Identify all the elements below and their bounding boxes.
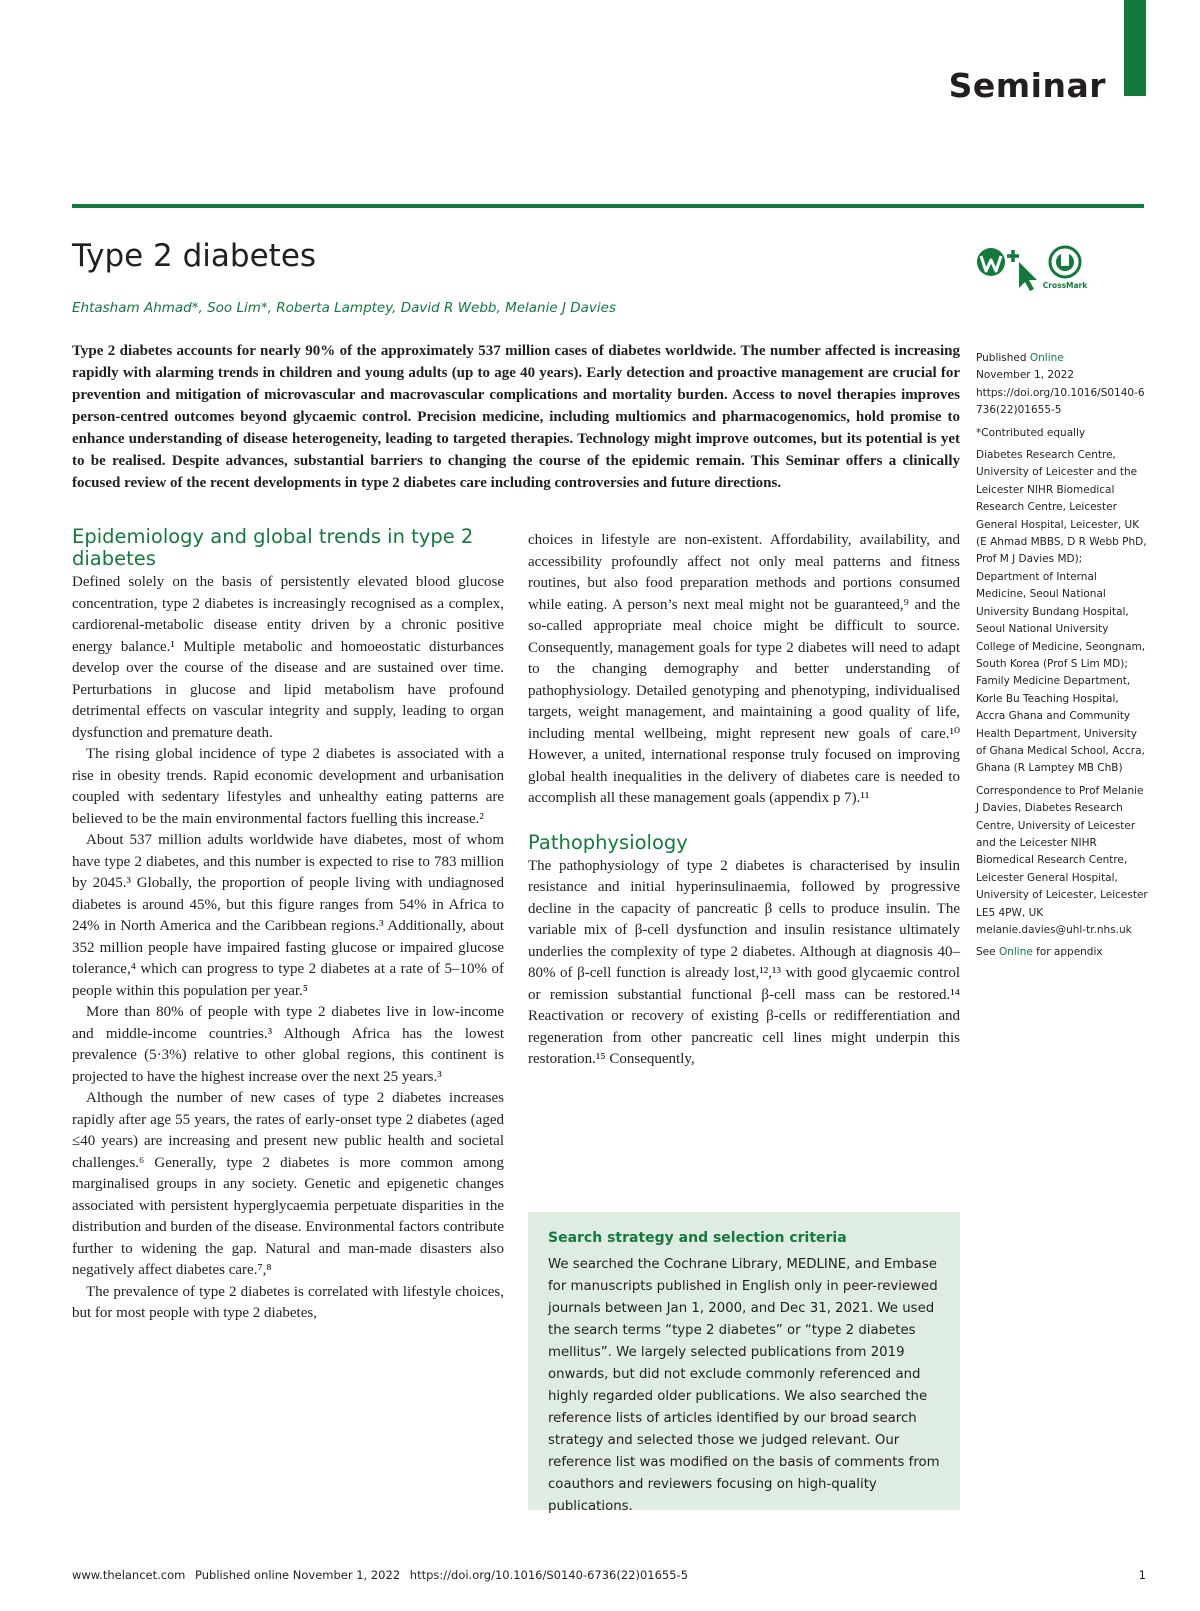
correspondence-text: Correspondence to Prof Melanie J Davies, Diabetes Research Centre, University of Leicester and the Leicester NIHR Biomedical Research Centre, Leicester General Hospital, University of Leicester, Leicester LE5 4PW, UK bbox=[976, 784, 1148, 919]
paragraph: Defined solely on the basis of persistently elevated blood glucose concentration, type 2 diabetes is increasingly recognised as a complex, cardiorenal-metabolic disease entity driven by a chronic positive energy balance.¹ Multiple metabolic and homoeostatic disturbances develop over the course of the disease and are sustained over time. Perturbations in glucose and lipid metabolism have profound detrimental effects on vascular integrity and supply, leading to organ dysfunction and premature death. bbox=[72, 574, 504, 741]
page-footer bbox=[72, 1568, 694, 1582]
footer-published: Published online November 1, 2022 bbox=[195, 1568, 401, 1582]
doi-link[interactable]: https://doi.org/10.1016/S0140-6736(22)01655-5 bbox=[976, 386, 1145, 417]
crossmark-label: CrossMark bbox=[1042, 281, 1088, 290]
heading-pathophysiology: Pathophysiology bbox=[528, 830, 688, 854]
paragraph: More than 80% of people with type 2 diabetes live in low-income and middle-income countries.³ Although Africa has the lowest prevalence (5·3%) relative to other global regions, this continent is projected to have the highest increase over the next 25 years.³ bbox=[72, 1004, 504, 1085]
paragraph: Although the number of new cases of type 2 diabetes increases rapidly after age 55 years, the rates of early-onset type 2 diabetes (aged ≤40 years) are increasing and present new public health and societal challenges.⁶ Generally, type 2 diabetes is more common among marginalised groups in any society. Genetic and epigenetic changes associated with persistent hyperglycaemia perpetuate disparities in the distribution and burden of the disease. Environmental factors contribute further to widening the gap. Natural and man-made disasters also negatively affect diabetes care.⁷,⁸ bbox=[72, 1090, 504, 1278]
paragraph: choices in lifestyle are non-existent. Affordability, availability, and accessibility profoundly affect not only meal patterns and fitness routines, but also food preparation methods and portions consumed while eating. A person’s next meal might not be guaranteed,⁹ and the so-called appropriate meal choice might be difficult to source. Consequently, management goals for type 2 diabetes will need to adapt to the changing demography and better understanding of pathophysiology. Detailed genotyping and phenotyping, individualised targets, weight management, and maintaining a good quality of life, including mental wellbeing, might represent new goals of care.¹⁰ However, a united, international response truly focused on improving global health inequalities in the delivery of diabetes care is needed to accomplish all these management goals (appendix p 7).¹¹ bbox=[528, 532, 960, 806]
section-label: Seminar bbox=[948, 66, 1106, 105]
affiliations: Diabetes Research Centre, University of Leicester and the Leicester NIHR Biomedical Research Centre, Leicester General Hospital, Leicester, UK (E Ahmad MBBS, D R Webb PhD, Prof M J Davies MD); Department of Internal Medicine, Seoul National University Bundang Hospital, Seoul National University College of Medicine, Seongnam, South Korea (Prof S Lim MD); Family Medicine Department, Korle Bu Teaching Hospital, Accra Ghana and Community Health Department, University of Ghana Medical School, Accra, Ghana (R Lamptey MB ChB) bbox=[976, 449, 1147, 775]
published-date: November 1, 2022 bbox=[976, 369, 1075, 382]
search-strategy-title: Search strategy and selection criteria bbox=[548, 1230, 847, 1246]
open-access-icon[interactable] bbox=[977, 248, 1005, 276]
author-list[interactable]: Ehtasham Ahmad*, Soo Lim*, Roberta Lamptey, David R Webb, Melanie J Davies bbox=[72, 300, 616, 316]
article-badges bbox=[975, 244, 1090, 292]
column-left bbox=[72, 526, 504, 1325]
plus-cursor-icon bbox=[1007, 250, 1037, 291]
published-online-link[interactable]: Online bbox=[1029, 352, 1064, 364]
column-middle bbox=[528, 530, 960, 1071]
crossmark-icon[interactable] bbox=[1043, 247, 1089, 290]
margin-notes bbox=[976, 350, 1148, 967]
section-color-tab bbox=[1124, 0, 1146, 96]
article-title: Type 2 diabetes bbox=[72, 238, 317, 274]
see-suffix: for appendix bbox=[1032, 946, 1103, 959]
contributed-note: *Contributed equally bbox=[976, 426, 1086, 439]
page-number: 1 bbox=[1138, 1568, 1146, 1582]
paragraph: The prevalence of type 2 diabetes is correlated with lifestyle choices, but for most people with type 2 diabetes, bbox=[72, 1283, 504, 1321]
search-strategy-text: We searched the Cochrane Library, MEDLINE, and Embase for manuscripts published in English only in peer-reviewed journals between Jan 1, 2000, and Dec 31, 2021. We used the search terms “type 2 diabetes” or “type 2 diabetes mellitus”. We largely selected publications from 2019 onwards, but did not exclude commonly referenced and highly regarded older publications. We also searched the reference lists of articles identified by our broad search strategy and selected those we judged relevant. Our reference list was modified on the basis of comments from coauthors and reviewers focusing on high-quality publications. bbox=[548, 1257, 940, 1514]
footer-doi[interactable]: https://doi.org/10.1016/S0140-6736(22)01655-5 bbox=[409, 1568, 689, 1582]
paragraph: The pathophysiology of type 2 diabetes is characterised by insulin resistance and initial hyperinsulinaemia, followed by progressive decline in the capacity of pancreatic β cells to produce insulin. The variable mix of β-cell dysfunction and insulin resistance ultimately underlies the complexity of type 2 diabetes. Although at diagnosis 40–80% of β-cell function is already lost,¹²,¹³ with good glycaemic control or remission substantial functional β-cell mass can be restored.¹⁴ Reactivation or recovery of existing β-cells or redifferentiation and regeneration from other pancreatic cell lines might underpin this restoration.¹⁵ Consequently, bbox=[528, 857, 960, 1067]
see-prefix: See bbox=[976, 946, 999, 959]
appendix-note bbox=[976, 944, 1148, 961]
heading-epidemiology: Epidemiology and global trends in type 2 diabetes bbox=[72, 525, 474, 570]
paragraph: About 537 million adults worldwide have diabetes, most of whom have type 2 diabetes, and this number is expected to rise to 783 million by 2045.³ Globally, the proportion of people living with undiagnosed diabetes is around 45%, but this figure ranges from 54% in Africa to 24% in North America and the Caribbean regions.³ Additionally, about 352 million people have impaired fasting glucose or impaired glucose tolerance,⁴ which can progress to type 2 diabetes at a rate of 5–10% of people within this population per year.⁵ bbox=[72, 832, 504, 999]
search-strategy-box bbox=[528, 1212, 960, 1514]
correspondence-note bbox=[976, 783, 1148, 940]
header-rule bbox=[72, 204, 1144, 208]
abstract: Type 2 diabetes accounts for nearly 90% of the approximately 537 million cases of diabetes worldwide. The number affected is increasing rapidly with alarming trends in children and young adults (up to age 40 years). Early detection and proactive management are crucial for prevention and mitigation of microvascular and macrovascular complications and mortality burden. Access to novel therapies improves person-centred outcomes beyond glycaemic control. Precision medicine, including multiomics and pharmacogenomics, hold promise to enhance understanding of disease heterogeneity, leading to targeted therapies. Technology might improve outcomes, but its potential is yet to be realised. Despite advances, substantial barriers to changing the course of the epidemic remain. This Seminar offers a clinically focused review of the recent developments in type 2 diabetes care including controversies and future directions. bbox=[72, 343, 960, 491]
correspondence-email[interactable]: melanie.davies@uhl-tr.nhs.uk bbox=[976, 924, 1132, 936]
footer-site[interactable]: www.thelancet.com bbox=[72, 1568, 186, 1582]
published-prefix: Published bbox=[976, 352, 1030, 364]
published-note bbox=[976, 350, 1148, 420]
appendix-online-link[interactable]: Online bbox=[998, 946, 1033, 959]
paragraph: The rising global incidence of type 2 diabetes is associated with a rise in obesity trends. Rapid economic development and urbanisation coupled with sedentary lifestyles and unhealthy eating patterns are believed to be the main environmental factors fuelling this increase.² bbox=[72, 746, 504, 827]
